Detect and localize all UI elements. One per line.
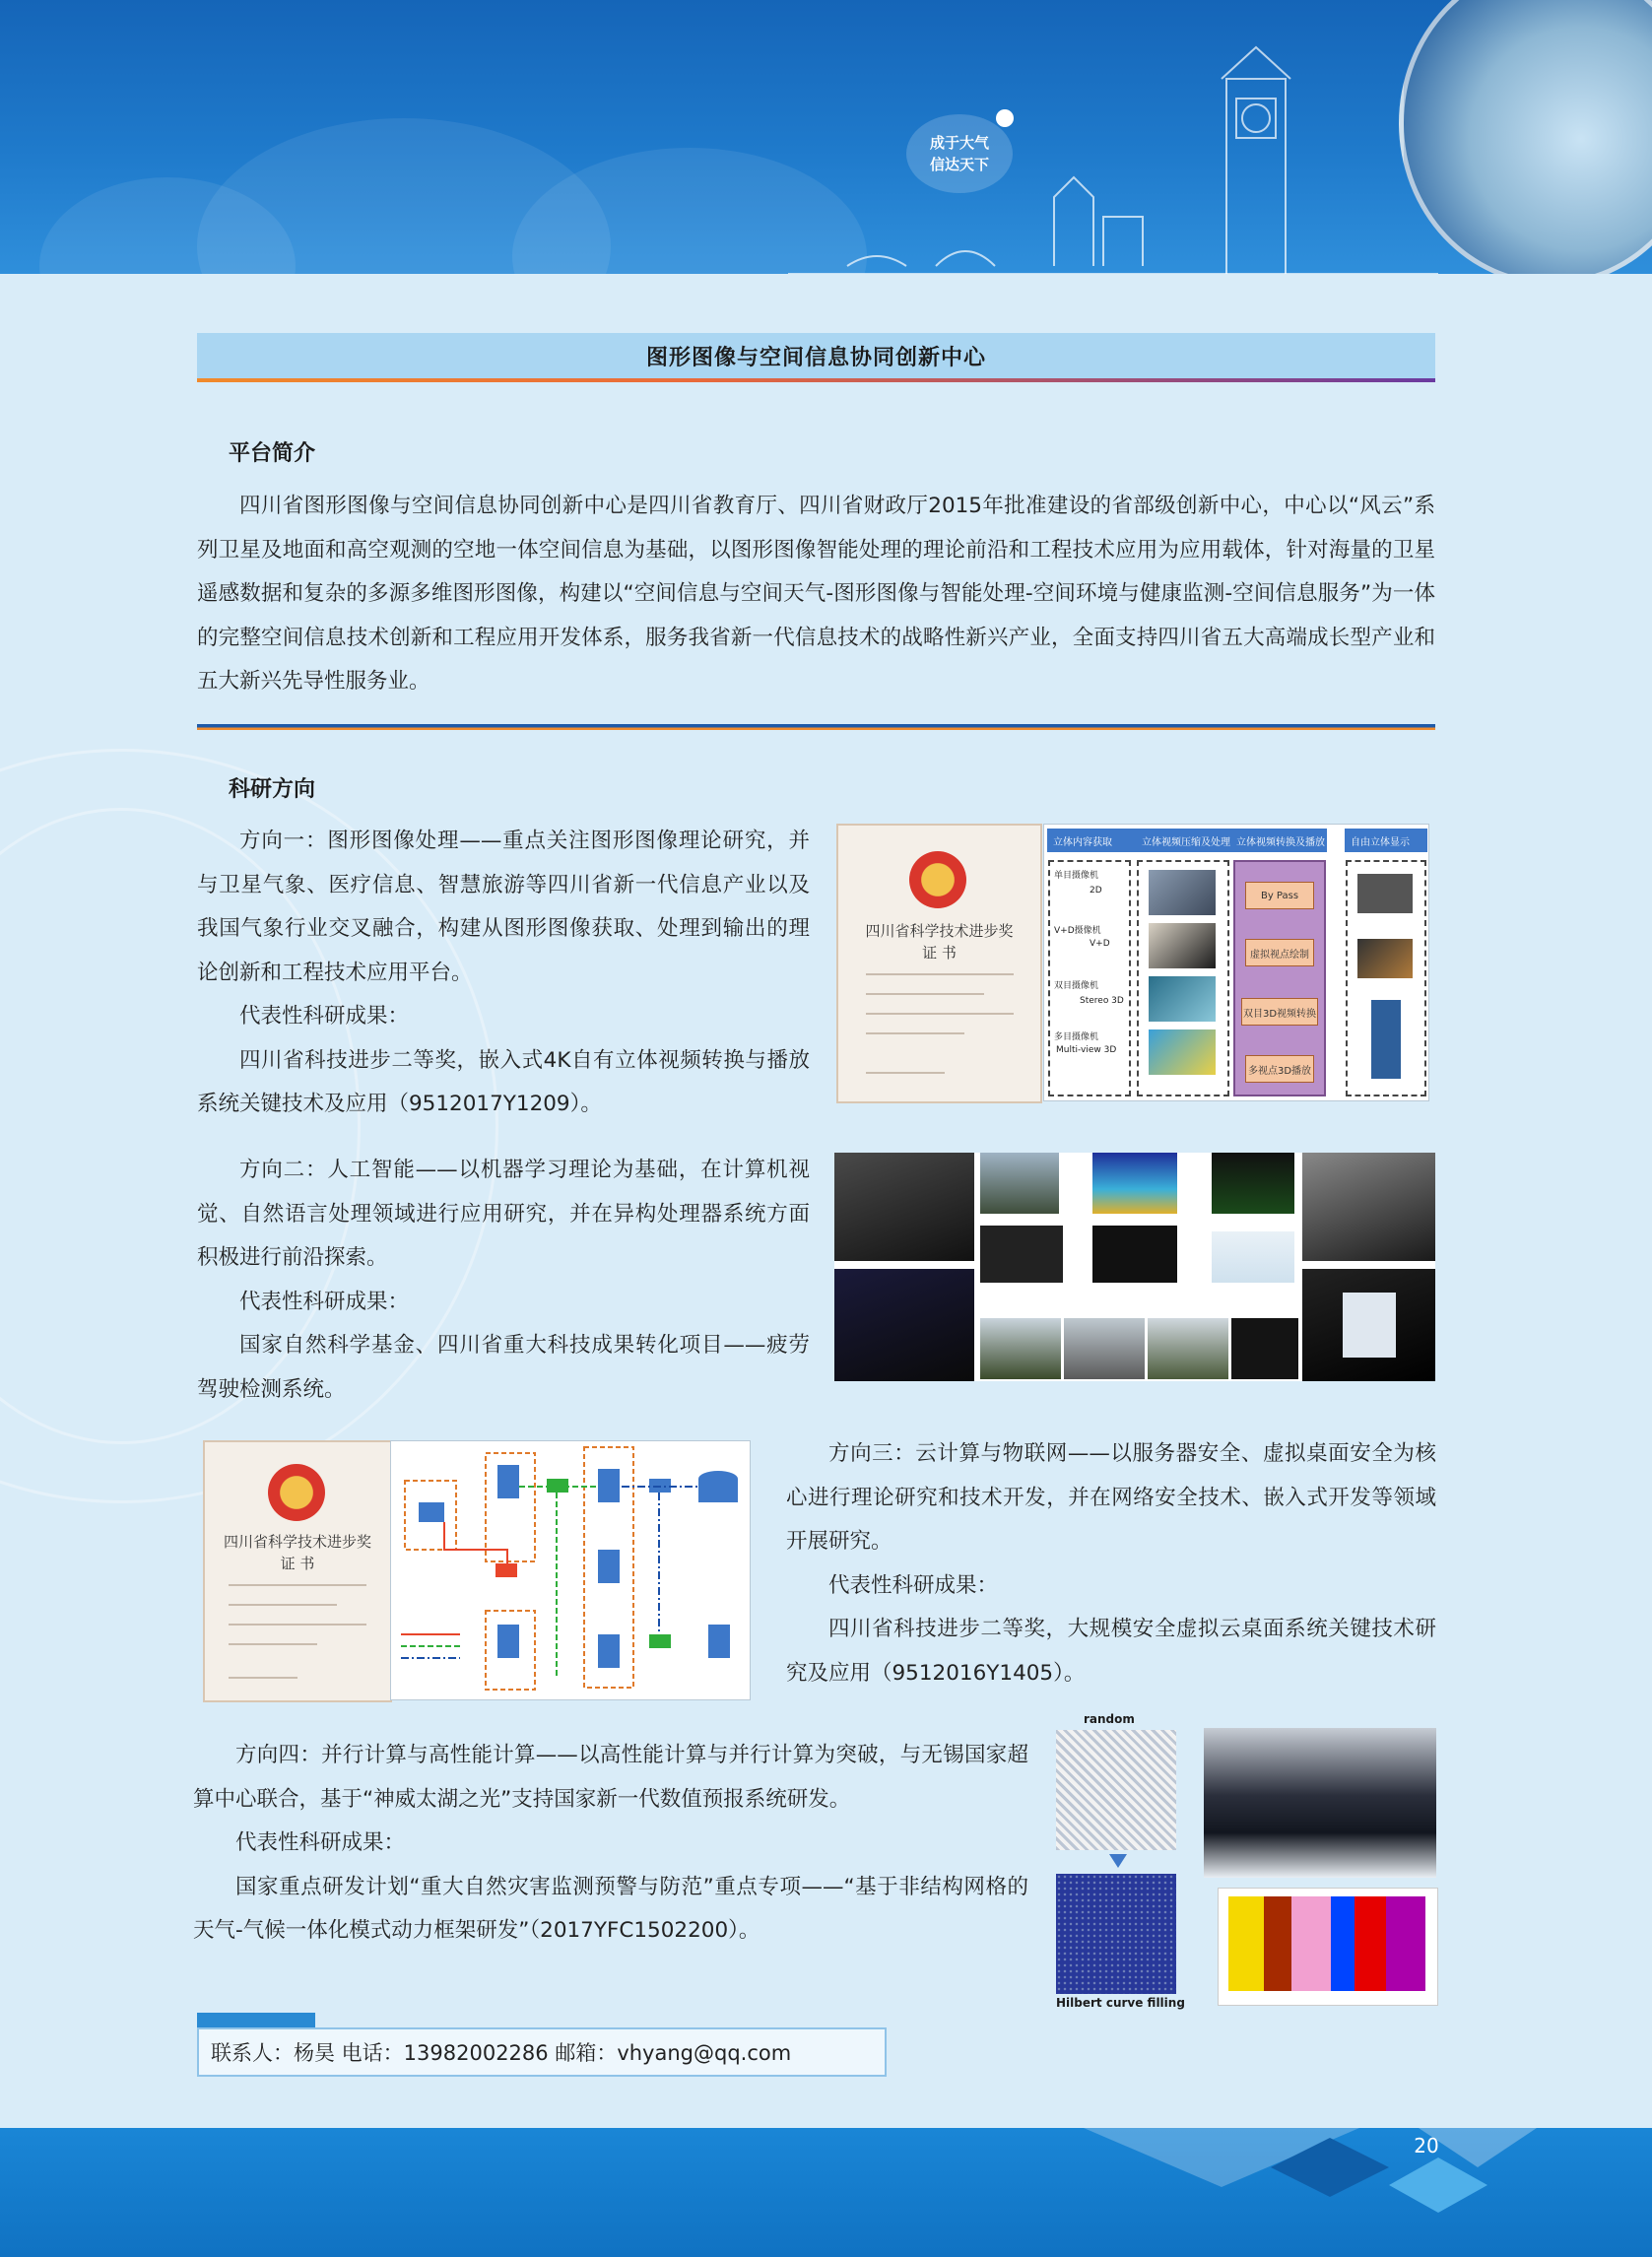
page-title-bar — [197, 333, 1435, 382]
stereo-video-flow-diagram — [1043, 824, 1429, 1101]
intro-text: 四川省图形图像与空间信息协同创新中心是四川省教育厅、四川省财政厅2015年批准建设的省部级创新中心，中心以“风云”系列卫星及地面和高空观测的空地一体空间信息为基础，以图形图像智能处理的理论前沿和工程技术应用为应用载体，针对海量的卫星遥感数据和复杂的多源多维图形图像，构建以“空间信息与空间天气-图形图像与智能处理-空间环境与健康监测-空间信息服务”为一体的完整空间信息技术创新和工程应用开发体系，服务我省新一代信息技术的战略性新兴产业，全面支持四川省五大高端成长型产业和五大新兴先导性服务业。 — [197, 494, 1435, 694]
slogan-line2: 信达天下 — [929, 156, 989, 173]
award-certificate-1 — [836, 824, 1042, 1103]
direction-2 — [197, 1149, 810, 1412]
page-title: 图形图像与空间信息协同创新中心 — [645, 345, 986, 370]
direction-4-result: 国家重点研发计划“重大自然灾害监测预警与防范”重点专项——“基于非结构网格的天气-气候一体化模式动力框架研发”（2017YFC1502200）。 — [193, 1874, 1028, 1943]
random-mesh — [1056, 1730, 1176, 1850]
research-heading: 科研方向 — [229, 777, 316, 802]
binocular-3d-box: 双目3D视频转换 — [1241, 998, 1318, 1026]
direction-3-result: 四川省科技进步二等奖，大规模安全虚拟云桌面系统关键技术研究及应用（9512016Y1405）。 — [786, 1617, 1436, 1686]
capture-column — [1048, 860, 1131, 1096]
direction-1-text: 方向一：图形图像处理——重点关注图形图像理论研究，并与卫星气象、医疗信息、智慧旅游等四川省新一代信息产业以及我国气象行业交叉融合，构建从图形图像获取、处理到输出的理论创新和工程技术应用平台。 — [197, 829, 810, 985]
intro-paragraph — [197, 485, 1435, 704]
cert-title: 四川省科学技术进步奖 — [865, 922, 1014, 940]
direction-1-result: 四川省科技进步二等奖，嵌入式4K自有立体视频转换与播放系统关键技术及应用（9512017Y1209）。 — [197, 1047, 810, 1116]
virtual-view-box: 虚拟视点绘制 — [1245, 939, 1314, 966]
flow-head-4: 自由立体显示 — [1345, 829, 1427, 852]
input-4-label: Multi-view 3D — [1056, 1045, 1117, 1055]
direction-4-text: 方向四：并行计算与高性能计算——以高性能计算与并行计算为突破，与无锡国家超算中心联合，基于“神威太湖之光”支持国家新一代数值预报系统研发。 — [193, 1743, 1028, 1812]
direction-4-result-label: 代表性科研成果： — [235, 1830, 406, 1855]
slogan-line1: 成于大气 — [929, 134, 989, 152]
section-divider — [197, 724, 1435, 730]
direction-2-result-label: 代表性科研成果： — [239, 1289, 410, 1314]
contact-box — [197, 2027, 887, 2077]
network-diagram-svg — [391, 1441, 750, 1699]
input-1: 单目摄像机 — [1054, 871, 1099, 881]
flow-head-3: 立体视频转换及播放 — [1230, 829, 1327, 852]
driver-fatigue-collage — [834, 1153, 1435, 1381]
hpc-figure — [1052, 1712, 1436, 2018]
direction-3-text: 方向三：云计算与物联网——以服务器安全、虚拟桌面安全为核心进行理论研究和技术开发，并在网络安全技术、嵌入式开发等领域开展研究。 — [786, 1441, 1436, 1554]
national-emblem-icon-2 — [268, 1464, 325, 1521]
multiview-3d-box: 多视点3D播放 — [1245, 1055, 1314, 1083]
direction-3-result-label: 代表性科研成果： — [828, 1572, 999, 1598]
input-4: 多目摄像机 — [1054, 1032, 1099, 1042]
input-2-label: V+D — [1090, 939, 1110, 949]
flow-head-2: 立体视频压缩及处理 — [1136, 829, 1232, 852]
hilbert-mesh — [1056, 1874, 1176, 1994]
award-certificate-2 — [203, 1440, 392, 1702]
page-number: 20 — [1414, 2134, 1439, 2157]
national-emblem-icon — [909, 851, 966, 908]
direction-2-text: 方向二：人工智能——以机器学习理论为基础，在计算机视觉、自然语言处理领域进行应用研究，并在异构处理器系统方面积极进行前沿探索。 — [197, 1158, 810, 1270]
direction-2-result: 国家自然科学基金、四川省重大科技成果转化项目——疲劳驾驶检测系统。 — [197, 1333, 810, 1402]
cert-title-2: 四川省科学技术进步奖 — [223, 1533, 371, 1551]
direction-1-result-label: 代表性科研成果： — [239, 1004, 410, 1029]
cert-subtitle-2: 证 书 — [280, 1555, 315, 1572]
partition-plot — [1218, 1888, 1438, 2006]
random-label: random — [1084, 1712, 1135, 1726]
conversion-column — [1233, 860, 1326, 1096]
contact-accent — [197, 2013, 315, 2028]
virtual-desktop-network-diagram — [390, 1440, 751, 1700]
direction-4 — [193, 1734, 1028, 1954]
bypass-box: By Pass — [1245, 882, 1314, 909]
input-3-label: Stereo 3D — [1080, 996, 1124, 1006]
contact-text: 联系人：杨昊 电话：13982002286 邮箱：vhyang@qq.com — [211, 2041, 792, 2065]
cert-subtitle: 证 书 — [922, 944, 957, 962]
footer-diamonds — [0, 2128, 1652, 2257]
supercomputer-photo — [1204, 1728, 1436, 1878]
compression-column — [1137, 860, 1229, 1096]
hilbert-label: Hilbert curve filling — [1056, 1996, 1185, 2010]
header-banner — [0, 0, 1652, 274]
input-1-label: 2D — [1090, 886, 1102, 896]
input-3: 双目摄像机 — [1054, 981, 1099, 991]
display-column — [1346, 860, 1426, 1096]
flow-head-1: 立体内容获取 — [1047, 829, 1138, 852]
down-arrow-icon — [1109, 1854, 1127, 1868]
direction-1 — [197, 820, 810, 1127]
skyline-illustration — [788, 39, 1438, 274]
intro-heading: 平台简介 — [229, 441, 316, 466]
direction-3 — [786, 1432, 1436, 1695]
input-2: V+D摄像机 — [1054, 926, 1101, 936]
footer-band — [0, 2128, 1652, 2257]
